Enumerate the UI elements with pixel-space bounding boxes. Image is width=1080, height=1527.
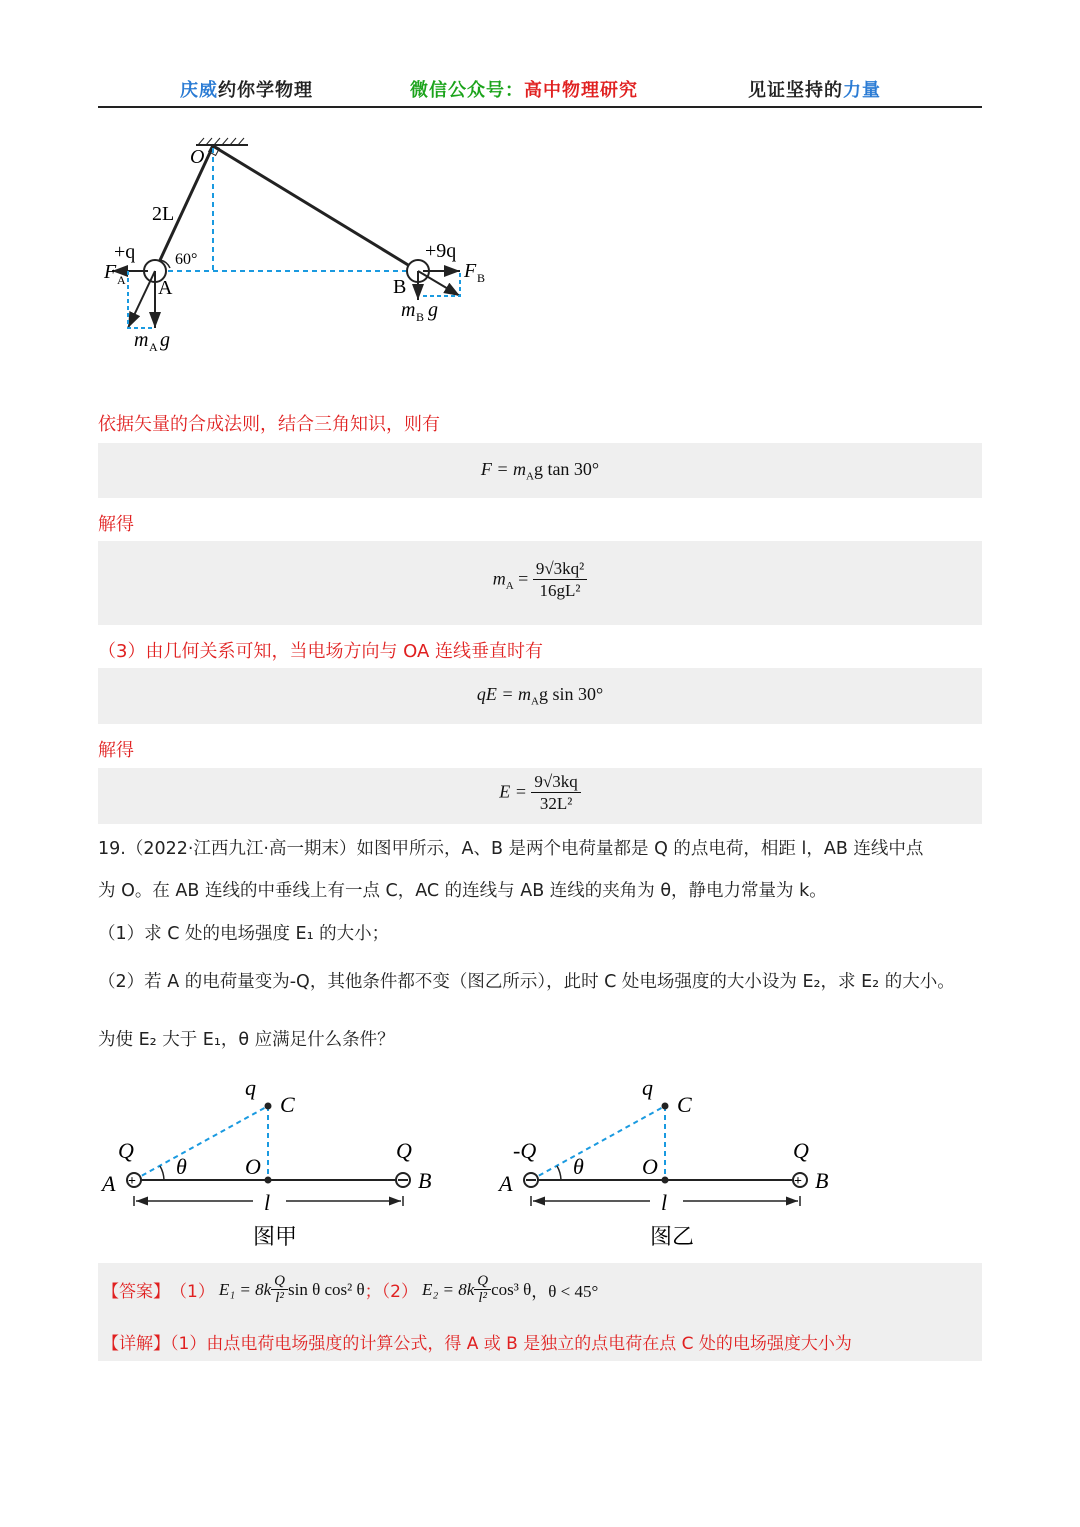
label-B: B (815, 1168, 829, 1193)
problem-line-1: 19.（2022·江西九江·高一期末）如图甲所示，A、B 是两个电荷量都是 Q 的点电荷，相距 l，AB 连线中点 (98, 839, 924, 859)
point-O (662, 1177, 669, 1184)
eq2-lhs: m (492, 568, 506, 589)
equation-3 (98, 684, 982, 708)
problem-line-2: 为 O。在 AB 连线的中垂线上有一点 C，AC 的连线与 AB 连线的夹角为 θ，静电力常量为 k。 (98, 881, 827, 901)
label-C: C (280, 1092, 295, 1117)
problem-line-3: （1）求 C 处的电场强度 E₁ 的大小； (98, 924, 390, 944)
label-C: C (677, 1092, 692, 1117)
answer-e2-num: Q (474, 1273, 491, 1290)
problem-line-5: 为使 E₂ 大于 E₁，θ 应满足什么条件？ (98, 1030, 395, 1050)
detail-line (102, 1329, 852, 1354)
eq1-tail: g tan 30° (533, 459, 600, 479)
answer-box (98, 1263, 982, 1361)
eq4-denominator: 32L² (539, 794, 573, 813)
answer-line (102, 1273, 598, 1306)
text-solve-1: 解得 (98, 514, 134, 535)
label-FB-sub: B (477, 271, 486, 285)
label-B: B (418, 1168, 432, 1193)
label-O: O (245, 1154, 261, 1179)
label-theta: θ (573, 1154, 584, 1179)
point-C (662, 1103, 669, 1110)
header-right-text: 见证坚持的 (748, 80, 843, 101)
eq1-lhs: F = m (480, 459, 526, 479)
label-FA: F (104, 261, 117, 283)
label-mB-g: g (428, 299, 438, 321)
rod-OB (213, 146, 418, 271)
label-O: O (190, 146, 205, 168)
eq2-numerator: 9√3kq² (533, 559, 587, 580)
plus-sign-icon: + (794, 1174, 802, 1189)
header-left (180, 76, 313, 102)
label-mB: m (401, 299, 416, 321)
text-composition-rule: 依据矢量的合成法则，结合三角知识，则有 (98, 414, 440, 435)
label-O: O (642, 1154, 658, 1179)
answer-e1-lhs: E₁ = 8k (218, 1279, 272, 1299)
label-60deg: 60° (175, 251, 198, 268)
label-plus-9q: +9q (425, 240, 457, 262)
header-mid (410, 76, 638, 102)
plus-sign-icon: + (128, 1174, 136, 1189)
answer-e1-den: l² (275, 1290, 284, 1306)
detail-tag: 【详解】 (102, 1334, 170, 1354)
label-A: A (499, 1171, 513, 1196)
resultant-B-arrow (418, 271, 460, 296)
equation-box-1 (98, 443, 982, 498)
eq3-sub: A (530, 695, 539, 708)
caption-yi: 图乙 (650, 1224, 695, 1249)
label-B: B (393, 276, 407, 298)
answer-tag: 【答案】 (102, 1282, 170, 1302)
label-QB: Q (793, 1138, 809, 1163)
header-right-highlight: 力量 (843, 80, 881, 101)
answer-e2-fraction (474, 1273, 491, 1306)
label-q: q (642, 1075, 653, 1100)
label-mA-g: g (160, 329, 170, 351)
equation-1 (98, 459, 982, 483)
eq4-lhs: E = (499, 781, 527, 802)
label-2L: 2L (152, 203, 175, 225)
label-QA: Q (118, 1138, 134, 1163)
label-plus-q: +q (114, 241, 136, 263)
equation-box-4 (98, 768, 982, 824)
header-mid-label: 微信公众号： (410, 80, 524, 101)
point-C (265, 1103, 272, 1110)
eq1-sub: A (525, 470, 534, 483)
answer-e1-tail: sin θ cos² θ (287, 1279, 365, 1299)
eq3-lhs: qE = m (476, 684, 531, 704)
label-A: A (102, 1171, 116, 1196)
answer-separator: ；（2） (364, 1282, 418, 1302)
answer-e1-fraction (271, 1273, 288, 1306)
eq2-denominator: 16gL² (539, 581, 581, 600)
theta-arc (160, 1166, 164, 1180)
label-FA-sub: A (117, 273, 126, 287)
header-left-text: 约你学物理 (218, 80, 313, 101)
point-O (265, 1177, 272, 1184)
theta-arc (557, 1166, 561, 1180)
eq2-fraction (533, 559, 587, 602)
figure-yi (495, 1070, 855, 1260)
header-right (748, 76, 881, 102)
label-l: l (661, 1190, 668, 1215)
label-l: l (264, 1190, 271, 1215)
label-mA-sub: A (149, 340, 158, 354)
label-mB-sub: B (416, 310, 425, 324)
text-solve-2: 解得 (98, 740, 134, 761)
equation-2: $m_A$ = $\frac{\text{9√3kq²}}{\text{16gL²}}$ (98, 559, 982, 602)
tension-A-arrow (128, 271, 155, 328)
label-A: A (158, 277, 173, 299)
caption-jia: 图甲 (253, 1224, 298, 1249)
header-left-brand: 庆威 (180, 80, 218, 101)
header-divider (98, 106, 982, 108)
answer-condition: ，θ < 45° (531, 1282, 599, 1301)
answer-e2-tail: cos³ θ (491, 1279, 532, 1299)
answer-part1-label: （1） (170, 1282, 215, 1302)
eq2-sub: A (505, 580, 514, 593)
figure-jia (98, 1070, 458, 1260)
eq3-tail: g sin 30° (538, 684, 604, 704)
eq4-fraction (531, 772, 580, 815)
answer-e2-den: l² (478, 1290, 488, 1306)
label-QB: Q (396, 1138, 412, 1163)
detail-text: （1）由点电荷电场强度的计算公式，得 A 或 B 是独立的点电荷在点 C 处的电场强度大小为 (170, 1334, 852, 1354)
label-mA: m (134, 329, 149, 351)
equation-box-2 (98, 541, 982, 625)
problem-line-4: （2）若 A 的电荷量变为-Q，其他条件都不变（图乙所示），此时 C 处电场强度的大小设为 E₂，求 E₂ 的大小。 (98, 972, 955, 992)
equation-box-3 (98, 668, 982, 724)
equation-4 (98, 772, 982, 815)
ceiling-hatch (198, 138, 244, 145)
eq4-numerator: 9√3kq (531, 772, 580, 793)
label-QA: -Q (513, 1138, 537, 1163)
answer-e1-num: Q (271, 1273, 288, 1290)
figure-pendulum (98, 130, 518, 360)
label-theta: θ (176, 1154, 187, 1179)
label-q: q (245, 1075, 256, 1100)
answer-e2-lhs: E₂ = 8k (421, 1279, 475, 1299)
text-part3: （3）由几何关系可知，当电场方向与 OA 连线垂直时有 (98, 641, 544, 662)
header-mid-name: 高中物理研究 (524, 80, 638, 101)
label-FB: F (464, 260, 477, 282)
